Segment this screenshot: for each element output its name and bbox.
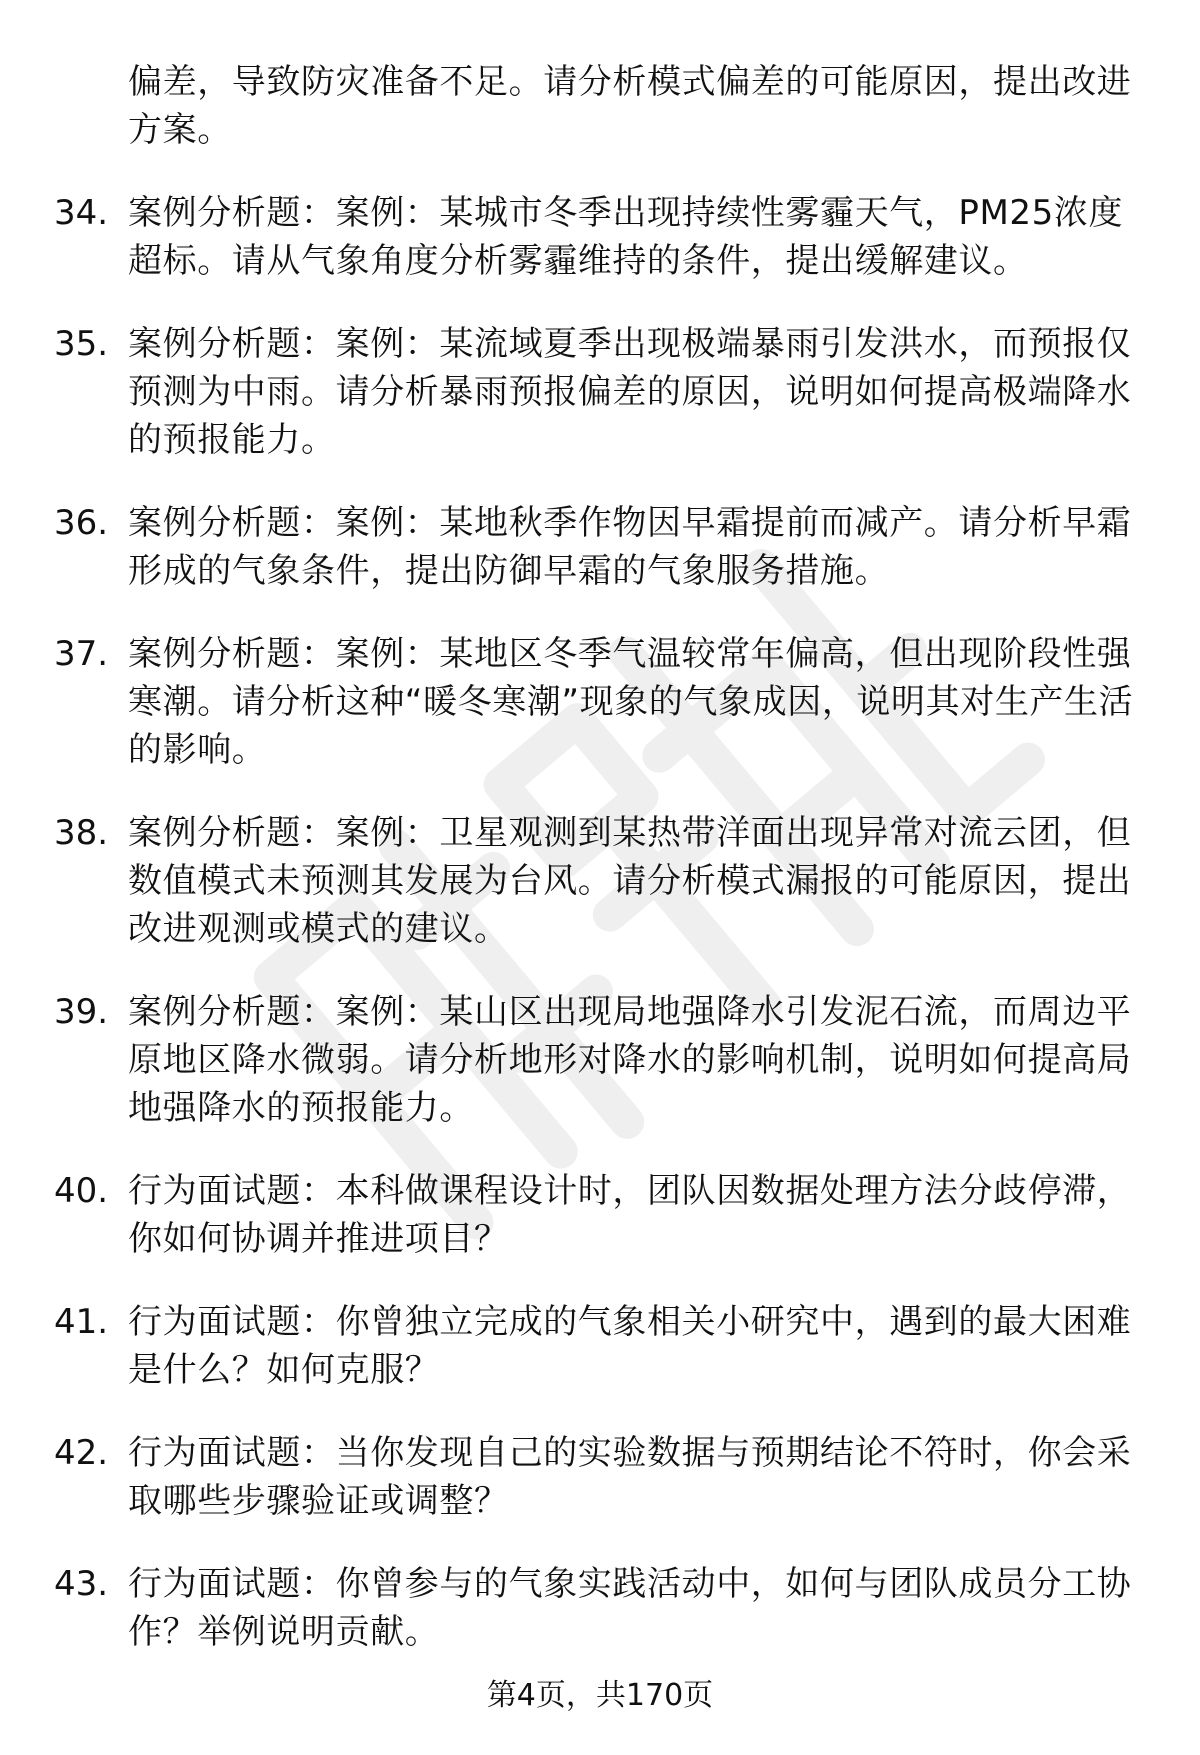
continuation-text: 偏差，导致防灾准备不足。请分析模式偏差的可能原因，提出改进方案。 <box>128 62 1132 150</box>
question-text: 案例分析题：案例：某地区冬季气温较常年偏高，但出现阶段性强寒潮。请分析这种“暖冬寒潮”现象的气象成因，说明其对生产生活的影响。 <box>128 634 1134 770</box>
list-item <box>0 1167 1200 1263</box>
list-item <box>0 988 1200 1132</box>
question-text: 行为面试题：当你发现自己的实验数据与预期结论不符时，你会采取哪些步骤验证或调整？ <box>128 1433 1132 1521</box>
list-item <box>0 809 1200 953</box>
page-number-footer: 第4页，共170页 <box>486 1678 714 1713</box>
question-number: 41. <box>54 1302 109 1342</box>
question-number: 39. <box>54 992 109 1032</box>
question-number: 36. <box>54 503 109 543</box>
question-number: 43. <box>54 1564 109 1604</box>
list-item <box>0 320 1200 464</box>
question-number: 34. <box>54 193 109 233</box>
list-item <box>0 499 1200 595</box>
question-number: 35. <box>54 324 109 364</box>
question-number: 40. <box>54 1171 109 1211</box>
question-text: 行为面试题：你曾独立完成的气象相关小研究中，遇到的最大困难是什么？如何克服？ <box>128 1302 1132 1390</box>
question-text: 案例分析题：案例：某流域夏季出现极端暴雨引发洪水，而预报仅预测为中雨。请分析暴雨预报偏差的原因，说明如何提高极端降水的预报能力。 <box>128 324 1132 460</box>
list-item <box>0 1560 1200 1656</box>
list-item <box>0 189 1200 285</box>
question-text: 案例分析题：案例：某地秋季作物因早霜提前而减产。请分析早霜形成的气象条件，提出防御早霜的气象服务措施。 <box>128 503 1132 591</box>
question-list <box>0 58 1200 1691</box>
list-item-continuation <box>0 58 1200 154</box>
list-item <box>0 1298 1200 1394</box>
question-number: 37. <box>54 634 109 674</box>
list-item <box>0 630 1200 774</box>
question-text: 案例分析题：案例：某山区出现局地强降水引发泥石流，而周边平原地区降水微弱。请分析地形对降水的影响机制，说明如何提高局地强降水的预报能力。 <box>128 992 1132 1128</box>
question-text: 行为面试题：你曾参与的气象实践活动中，如何与团队成员分工协作？举例说明贡献。 <box>128 1564 1132 1652</box>
question-text: 案例分析题：案例：卫星观测到某热带洋面出现异常对流云团，但数值模式未预测其发展为台风。请分析模式漏报的可能原因，提出改进观测或模式的建议。 <box>128 813 1132 949</box>
question-text: 案例分析题：案例：某城市冬季出现持续性雾霾天气，PM25浓度超标。请从气象角度分析雾霾维持的条件，提出缓解建议。 <box>128 193 1124 281</box>
question-text: 行为面试题：本科做课程设计时，团队因数据处理方法分歧停滞，你如何协调并推进项目？ <box>128 1171 1132 1259</box>
question-number: 38. <box>54 813 109 853</box>
question-number: 42. <box>54 1433 109 1473</box>
list-item <box>0 1429 1200 1525</box>
